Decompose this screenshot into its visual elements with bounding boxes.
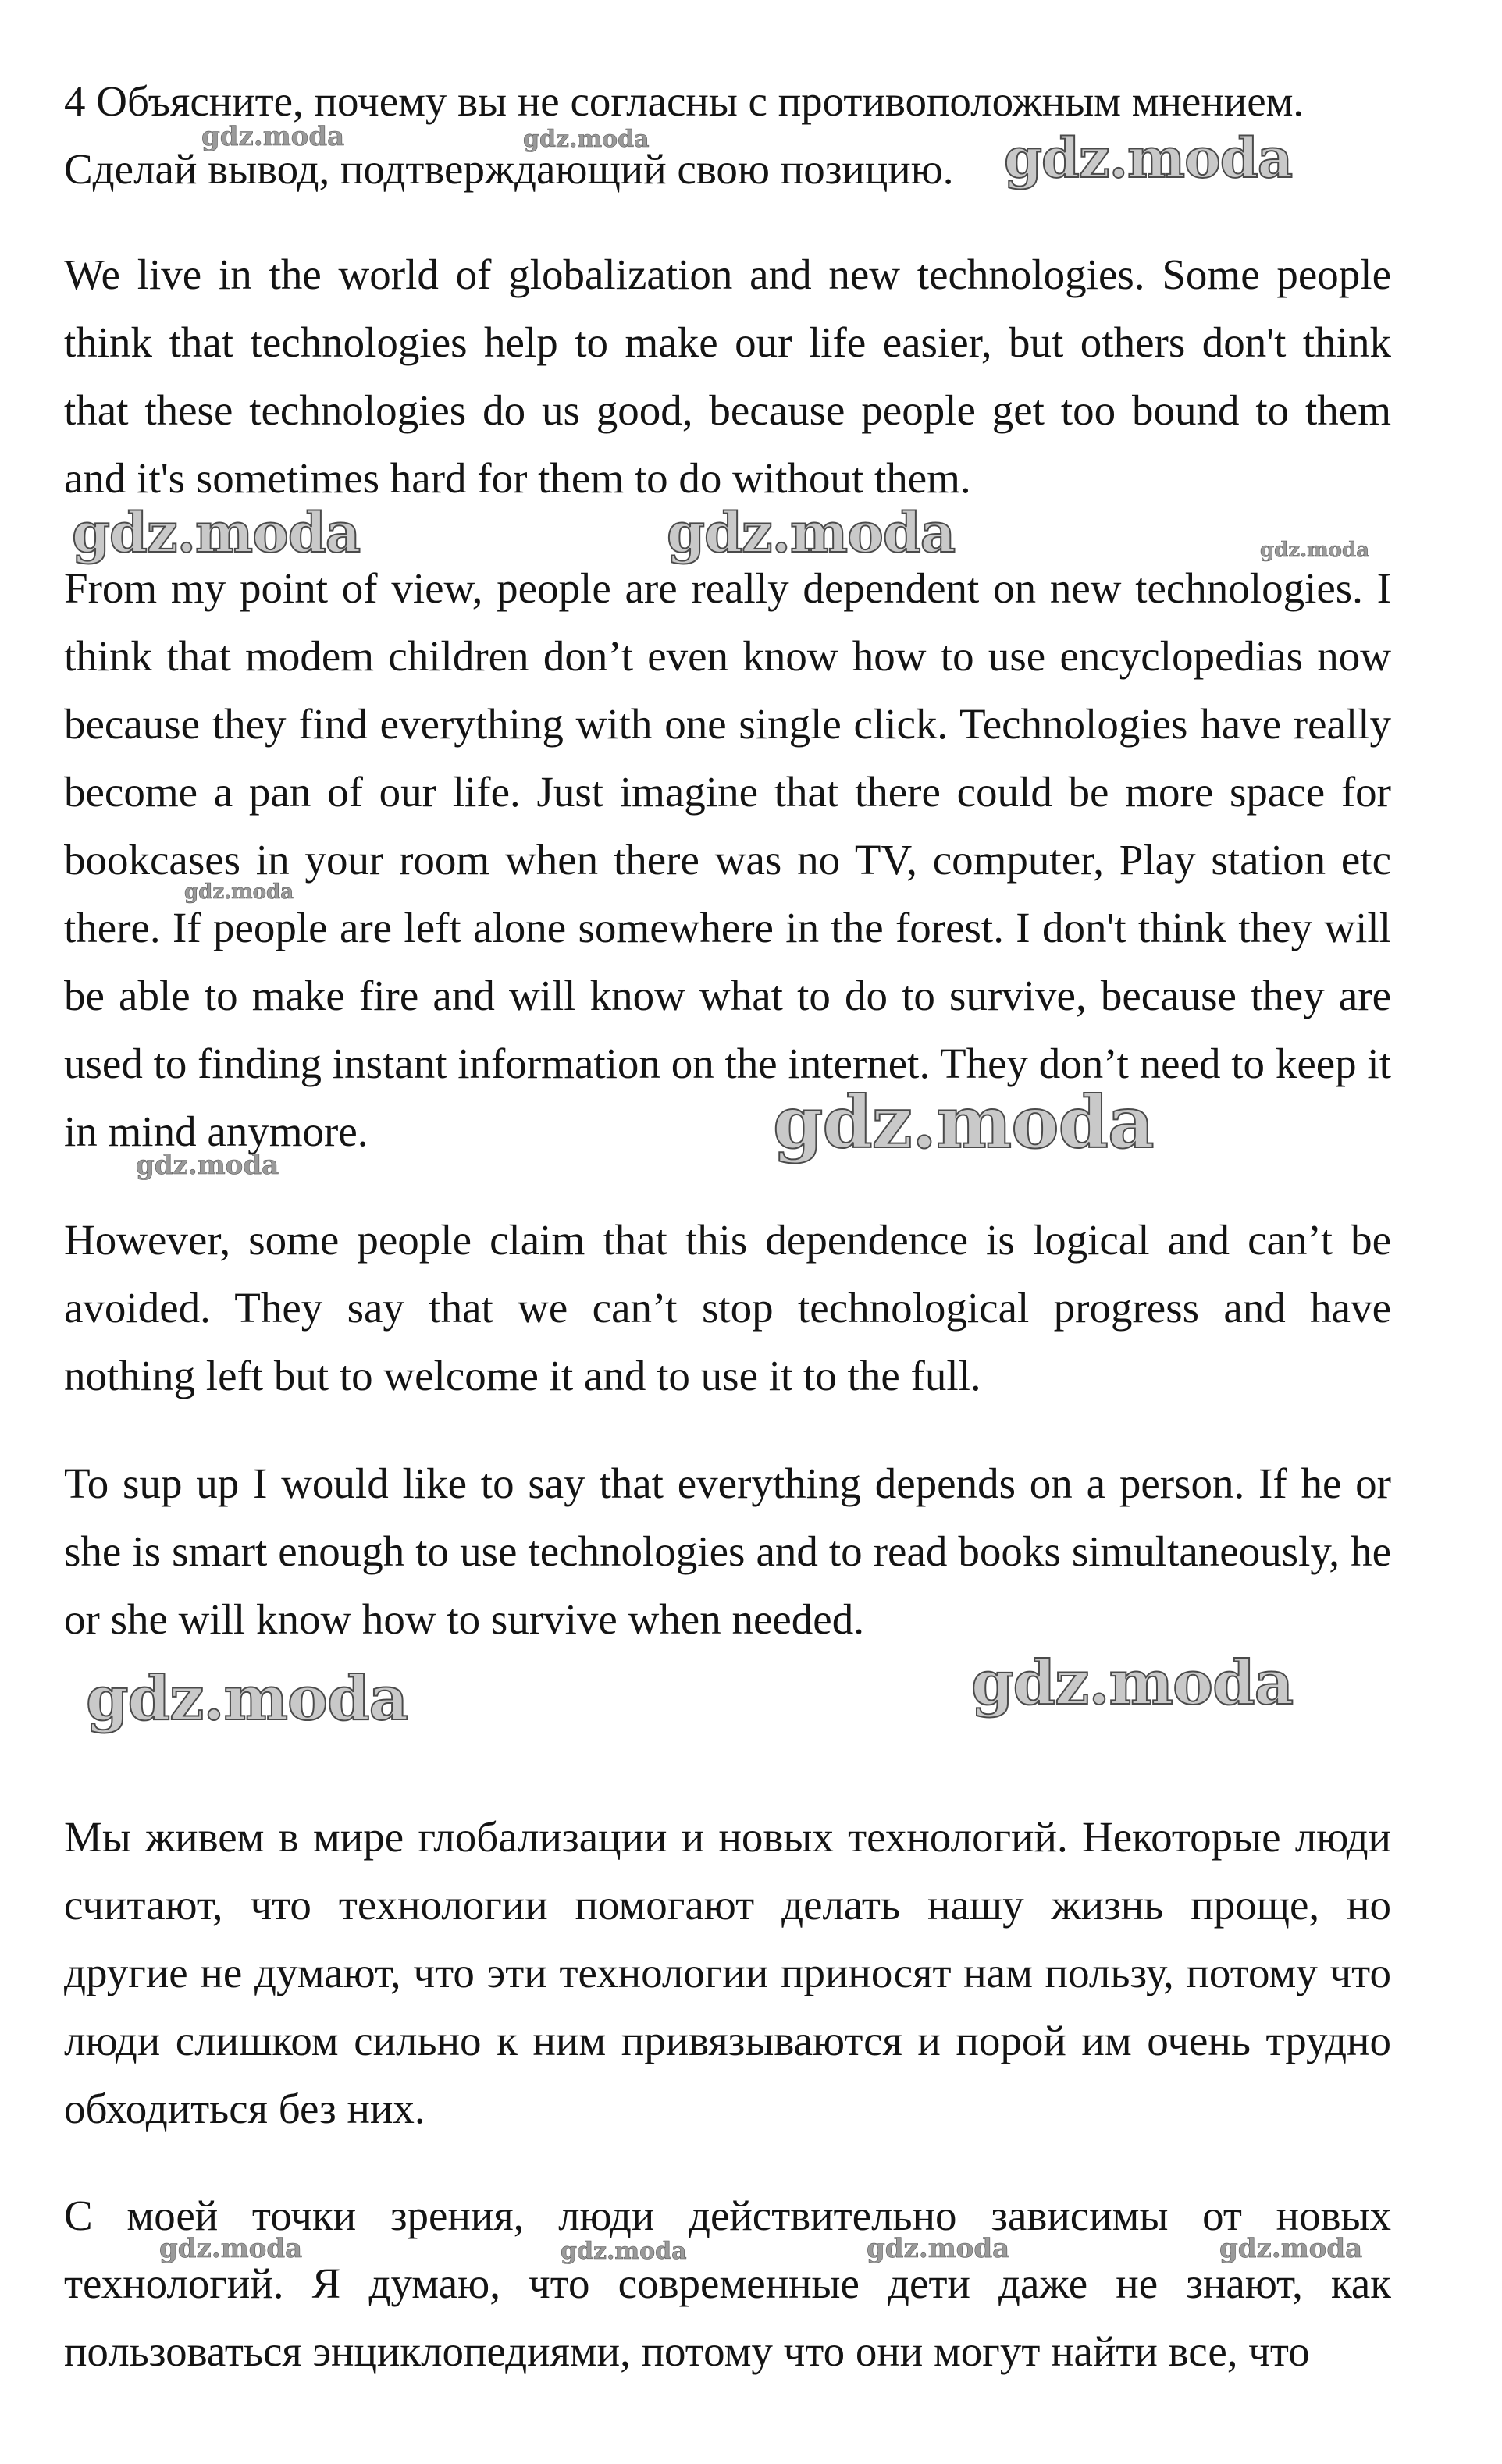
english-paragraph-2: From my point of view, people are really dependent on new technologies. I think that modem children don’t even know how to use encyclopedias now because they find everything with one single click. Technologies have really become a pan of our life. Just imagine that there could be more space for bookcases in your room when there was no TV, computer, Play station etc there. If people are left alone somewhere in the forest. I don't think they will be able to make fire and will know what to do to survive, because they are used to finding instant information on the internet. They don’t need to keep it in mind anymore. bbox=[64, 564, 1391, 1155]
watermark-small: gdz.moda bbox=[201, 121, 345, 152]
watermark-small: gdz.moda bbox=[561, 2238, 687, 2265]
watermark-large: gdz.moda bbox=[971, 1648, 1294, 1719]
watermark-small: gdz.moda bbox=[1219, 2233, 1363, 2264]
watermark-large: gdz.moda bbox=[72, 500, 361, 565]
russian-paragraph-2: С моей точки зрения, люди действительно зависимы от новых технологий. Я думаю, что современные дети даже не знают, как пользоваться энциклопедиями, потому что они могут найти все, что bbox=[64, 2192, 1391, 2375]
watermark-small: gdz.moda bbox=[184, 880, 294, 904]
task-header-line-2: Сделай вывод, подтверждающий свою позицию. bbox=[64, 145, 954, 193]
task-header-line-1: 4 Объясните, почему вы не согласны с противоположным мнением. bbox=[64, 77, 1304, 125]
watermark-small: gdz.moda bbox=[136, 1150, 279, 1181]
watermark-large: gdz.moda bbox=[773, 1080, 1154, 1164]
russian-paragraph-1: Мы живем в мире глобализации и новых технологий. Некоторые люди считают, что технологии помогают делать нашу жизнь проще, но другие не думают, что эти технологии приносят нам пользу, потому что люди слишком сильно к ним привязываются и порой им очень трудно обходиться без них. bbox=[64, 1813, 1391, 2132]
watermark-small: gdz.moda bbox=[1260, 539, 1370, 562]
watermark-small: gdz.moda bbox=[159, 2233, 303, 2264]
watermark-large: gdz.moda bbox=[667, 500, 956, 565]
english-paragraph-1: We live in the world of globalization and new technologies. Some people think that technologies help to make our life easier, but others don't think that these technologies do us good, because people get too bound to them and it's sometimes hard for them to do without them. bbox=[64, 251, 1391, 502]
english-paragraph-3: However, some people claim that this dependence is logical and can’t be avoided. They say that we can’t stop technological progress and have nothing left but to welcome it and to use it to the full. bbox=[64, 1216, 1391, 1399]
watermark-small: gdz.moda bbox=[867, 2233, 1010, 2264]
english-paragraph-4: To sup up I would like to say that everything depends on a person. If he or she is smart enough to use technologies and to read books simultaneously, he or she will know how to survive when needed. bbox=[64, 1460, 1391, 1643]
watermark-large: gdz.moda bbox=[1004, 126, 1293, 190]
watermark-large: gdz.moda bbox=[86, 1663, 408, 1734]
watermark-small: gdz.moda bbox=[523, 126, 650, 153]
